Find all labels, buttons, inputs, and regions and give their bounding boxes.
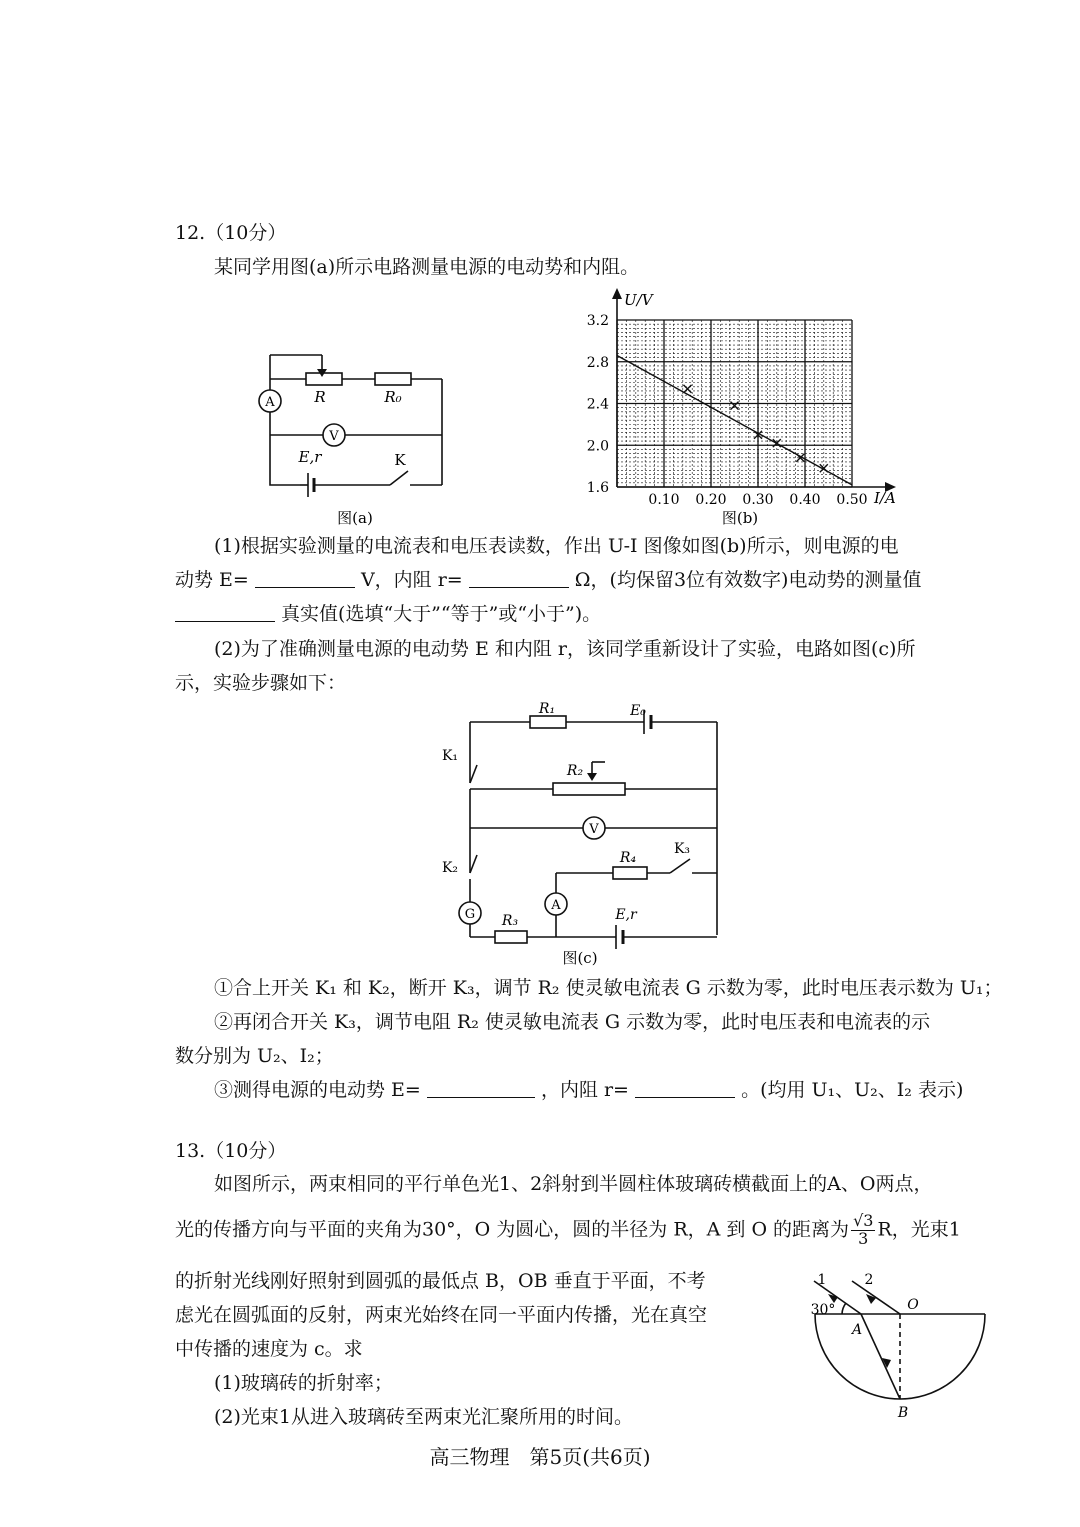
q12-part1-line3: 真实值(选填“大于”“等于”或“小于”)。 bbox=[175, 603, 601, 626]
q13-sub2: (2)光束1从进入玻璃砖至两束光汇聚所用的时间。 bbox=[214, 1406, 634, 1428]
resistor-R3-label: R₃ bbox=[501, 913, 519, 929]
switch-K1-label: K₁ bbox=[441, 748, 459, 764]
y-tick-label: 2.4 bbox=[586, 396, 609, 413]
q12-part1-line1: (1)根据实验测量的电流表和电压表读数，作出 U-I 图像如图(b)所示，则电源的电 bbox=[214, 535, 899, 557]
answer-blank-E-expr[interactable] bbox=[427, 1079, 535, 1098]
x-tick-label: 0.50 bbox=[836, 492, 868, 508]
page-footer: 高三物理 第5页(共6页) bbox=[429, 1445, 651, 1469]
x-tick-label: 0.30 bbox=[742, 492, 774, 508]
switch-K2-label: K₂ bbox=[441, 860, 459, 876]
x-tick-label: 0.40 bbox=[789, 492, 821, 508]
answer-blank-E[interactable] bbox=[255, 569, 355, 588]
source-E0-label: E₀ bbox=[630, 703, 646, 719]
y-axis-label: U/V bbox=[624, 291, 653, 309]
answer-blank-r-expr[interactable] bbox=[635, 1079, 735, 1098]
y-tick-label: 2.0 bbox=[586, 438, 609, 455]
fraction-sqrt3-over-3: $\frac{√3}{3}$ bbox=[853, 1211, 874, 1248]
q12-intro: 某同学用图(a)所示电路测量电源的电动势和内阻。 bbox=[214, 256, 640, 278]
q13-line1: 如图所示，两束相同的平行单色光1、2斜射到半圆柱体玻璃砖横截面上的A、O两点， bbox=[214, 1173, 933, 1195]
q13-header: 13.（10分） bbox=[175, 1140, 287, 1162]
figure-a-caption: 图(a) bbox=[337, 509, 373, 527]
data-point bbox=[684, 385, 692, 393]
q13-line4: 虑光在圆弧面的反射，两束光始终在同一平面内传播，光在真空 bbox=[175, 1304, 708, 1326]
q12-step1: ①合上开关 K₁ 和 K₂，断开 K₃，调节 R₂ 使灵敏电流表 G 示数为零，此时电压表示数为 U₁； bbox=[214, 977, 1003, 999]
x-axis-label: I/A bbox=[874, 489, 896, 507]
voltmeter-c-label: V bbox=[589, 822, 599, 837]
q13-line2: 光的传播方向与平面的夹角为30°，O 为圆心，圆的半径为 R，A 到 O 的距离为 $\frac{√3}{3}$ R，光束1 bbox=[175, 1211, 961, 1248]
figure-c-caption: 图(c) bbox=[562, 949, 598, 967]
x-tick-label: 0.10 bbox=[648, 492, 680, 508]
resistor-R2-label: R₂ bbox=[566, 763, 584, 779]
galvanometer-G-label: G bbox=[464, 907, 476, 922]
switch-K-label: K bbox=[394, 451, 406, 469]
resistor-R1-label: R₁ bbox=[538, 701, 556, 717]
beam-2-label: 2 bbox=[864, 1272, 874, 1288]
q12-part1-line2: 动势 E= V，内阻 r= Ω，(均保留3位有效数字)电动势的测量值 bbox=[175, 569, 922, 591]
figure-q13-glass-brick bbox=[790, 1262, 1000, 1422]
figure-b-caption: 图(b) bbox=[721, 509, 759, 527]
answer-blank-r[interactable] bbox=[469, 569, 569, 588]
figure-b-chart bbox=[580, 285, 920, 530]
voltmeter-a-label: V bbox=[329, 429, 339, 444]
y-axis-arrow bbox=[612, 288, 622, 299]
q12-step3: ③测得电源的电动势 E= ，内阻 r= 。(均用 U₁、U₂、I₂ 表示) bbox=[214, 1079, 964, 1101]
x-tick-label: 0.20 bbox=[695, 492, 727, 508]
data-point bbox=[731, 402, 739, 410]
q12-step2-line2: 数分别为 U₂、I₂； bbox=[175, 1045, 334, 1067]
angle-30-label: 30° bbox=[810, 1302, 836, 1318]
beam-1-label: 1 bbox=[817, 1272, 827, 1288]
y-tick-label: 1.6 bbox=[586, 480, 609, 496]
q12-part2-line1: (2)为了准确测量电源的电动势 E 和内阻 r，该同学重新设计了实验，电路如图(c)所 bbox=[214, 638, 916, 660]
q12-part2-line2: 示，实验步骤如下： bbox=[175, 672, 347, 694]
chart-grid bbox=[617, 320, 852, 487]
battery-c-Er-label: E,r bbox=[615, 907, 637, 923]
resistor-R-label: R bbox=[314, 388, 326, 406]
q12-step2-line1: ②再闭合开关 K₃，调节电阻 R₂ 使灵敏电流表 G 示数为零，此时电压表和电流表的示 bbox=[214, 1011, 931, 1033]
resistor-R4-label: R₄ bbox=[619, 850, 637, 866]
q13-line3: 的折射光线刚好照射到圆弧的最低点 B，OB 垂直于平面，不考 bbox=[175, 1270, 706, 1292]
fit-line bbox=[617, 355, 852, 484]
resistor-R0-label: R₀ bbox=[384, 388, 402, 406]
point-A-label: A bbox=[851, 1322, 863, 1338]
q13-line5: 中传播的速度为 c。求 bbox=[175, 1338, 363, 1360]
answer-blank-compare[interactable] bbox=[175, 603, 275, 622]
figure-a-circuit bbox=[250, 345, 460, 530]
battery-Er-label: E,r bbox=[298, 448, 322, 466]
y-tick-label: 3.2 bbox=[586, 313, 609, 329]
q12-header: 12.（10分） bbox=[175, 222, 287, 244]
ammeter-a-label: A bbox=[265, 395, 275, 410]
q13-sub1: (1)玻璃砖的折射率； bbox=[214, 1372, 393, 1394]
switch-K3-label: K₃ bbox=[673, 841, 691, 857]
y-tick-label: 2.8 bbox=[586, 354, 609, 371]
point-O-label: O bbox=[907, 1297, 919, 1313]
point-B-label: B bbox=[897, 1405, 909, 1421]
ammeter-c-label: A bbox=[551, 898, 561, 913]
figure-c-circuit bbox=[430, 695, 740, 970]
